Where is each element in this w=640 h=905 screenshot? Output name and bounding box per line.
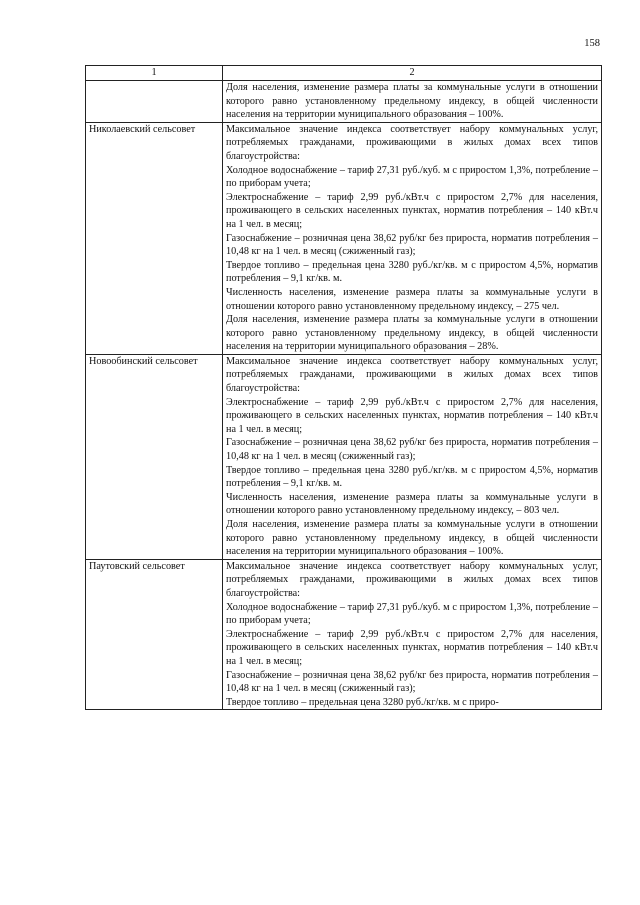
paragraph: Электроснабжение – тариф 2,99 руб./кВт.ч с приростом 2,7% для населения, проживающего в сельских населенных пунктах, норматив потребления – 140 кВт.ч на 1 чел. в месяц; [226, 191, 598, 230]
paragraph: Твердое топливо – предельная цена 3280 руб./кг/кв. м с приростом 4,5%, норматив потребления – 9,1 кг/кв. м. [226, 259, 598, 285]
paragraph: Доля населения, изменение размера платы за коммунальные услуги в отношении которого равно установленному предельному индексу, в общей численности населения на территории муниципального образования – 100%. [226, 82, 598, 121]
table-row-continuation [86, 81, 602, 123]
paragraph: Холодное водоснабжение – тариф 27,31 руб./куб. м с приростом 1,3%, потребление – по приборам учета; [226, 601, 598, 627]
paragraph: Максимальное значение индекса соответствует набору коммунальных услуг, потребляемых гражданами, проживающими в жилых домах всех типов благоустройства: [226, 560, 598, 599]
column-header-1: 1 [86, 66, 223, 81]
municipality-name: Паутовский сельсовет [86, 559, 223, 710]
paragraph: Газоснабжение – розничная цена 38,62 руб/кг без прироста, норматив потребления – 10,48 кг на 1 чел. в месяц (сжиженный газ); [226, 669, 598, 695]
column-header-2: 2 [223, 66, 602, 81]
paragraph: Газоснабжение – розничная цена 38,62 руб/кг без прироста, норматив потребления – 10,48 кг на 1 чел. в месяц (сжиженный газ); [226, 437, 598, 463]
paragraph: Газоснабжение – розничная цена 38,62 руб/кг без прироста, норматив потребления – 10,48 кг на 1 чел. в месяц (сжиженный газ); [226, 232, 598, 258]
municipality-name: Новообинский сельсовет [86, 354, 223, 559]
paragraph: Холодное водоснабжение – тариф 27,31 руб./куб. м с приростом 1,3%, потребление – по приборам учета; [226, 164, 598, 190]
paragraph: Доля населения, изменение размера платы за коммунальные услуги в отношении которого равно установленному предельному индексу, в общей численности населения на территории муниципального образования – 100%. [226, 519, 598, 558]
paragraph: Максимальное значение индекса соответствует набору коммунальных услуг, потребляемых гражданами, проживающими в жилых домах всех типов благоустройства: [226, 355, 598, 395]
paragraph: Электроснабжение – тариф 2,99 руб./кВт.ч с приростом 2,7% для населения, проживающего в сельских населенных пунктах, норматив потребления – 140 кВт.ч на 1 чел. в месяц; [226, 628, 598, 667]
page-number: 158 [584, 38, 600, 49]
description-cell [223, 122, 602, 354]
paragraph: Твердое топливо – предельная цена 3280 руб./кг/кв. м с приро- [226, 696, 499, 708]
municipality-cell-empty [86, 81, 223, 123]
paragraph: Твердое топливо – предельная цена 3280 руб./кг/кв. м с приростом 4,5%, норматив потребления – 9,1 кг/кв. м. [226, 464, 598, 490]
table-row-nikolaevsky [86, 122, 602, 354]
municipality-name: Николаевский сельсовет [86, 122, 223, 354]
description-cell [223, 559, 602, 710]
table-row-novoobinsky [86, 354, 602, 559]
tariff-table [85, 65, 602, 710]
paragraph: Доля населения, изменение размера платы за коммунальные услуги в отношении которого равно установленному предельному индексу, в общей численности населения на территории муниципального образования – 28%. [226, 314, 598, 353]
description-cell [223, 354, 602, 559]
paragraph: Максимальное значение индекса соответствует набору коммунальных услуг, потребляемых гражданами, проживающими в жилых домах всех типов благоустройства: [226, 123, 598, 162]
paragraph: Численность населения, изменение размера платы за коммунальные услуги в отношении которого равно установленному предельному индексу, – 275 чел. [226, 286, 598, 312]
table-header-row [86, 66, 602, 81]
description-cell [223, 81, 602, 123]
paragraph: Численность населения, изменение размера платы за коммунальные услуги в отношении которого равно установленному предельному индексу, – 803 чел. [226, 491, 598, 517]
paragraph: Электроснабжение – тариф 2,99 руб./кВт.ч с приростом 2,7% для населения, проживающего в сельских населенных пунктах, норматив потребления – 140 кВт.ч на 1 чел. в месяц; [226, 396, 598, 435]
table-row-pautovsky [86, 559, 602, 710]
